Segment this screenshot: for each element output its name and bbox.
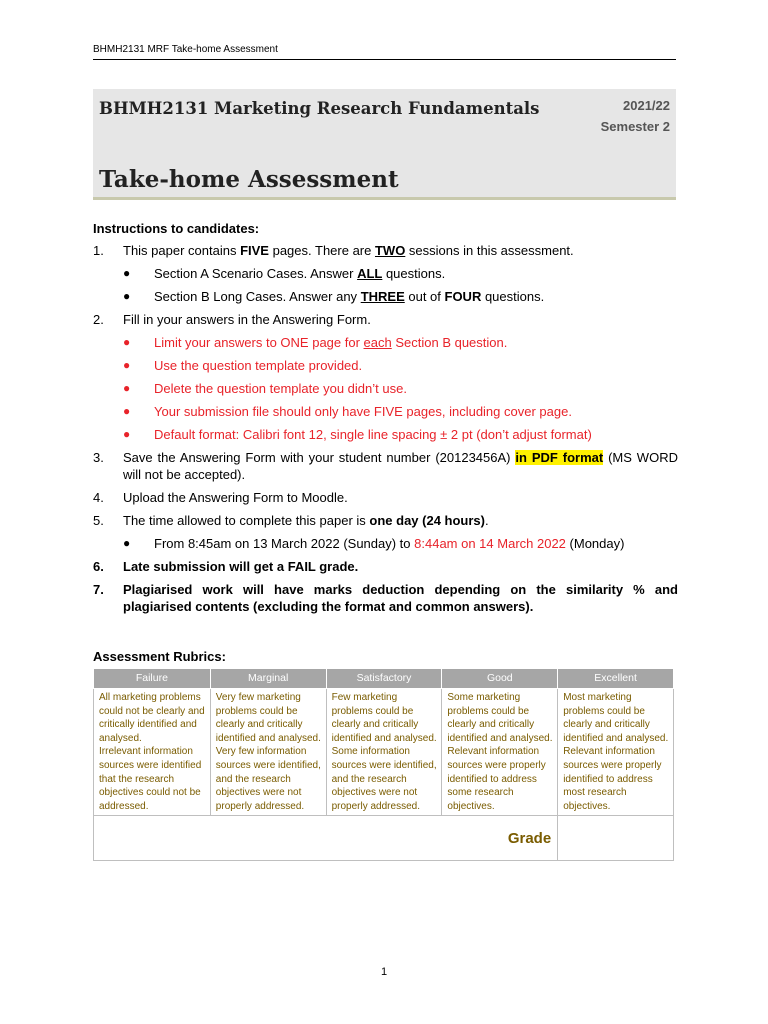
item-text: Your submission file should only have FIVE pages, including cover page. [154, 404, 572, 419]
instruction-item-5 [93, 512, 678, 529]
page-number: 1 [380, 966, 388, 978]
item-number: 4. [93, 490, 104, 505]
instruction-subitem [93, 288, 678, 305]
deadline-text: 8:44am on 14 March 2022 [414, 536, 566, 551]
bullet-icon: ● [123, 266, 131, 280]
academic-year: 2021/22 [623, 98, 670, 113]
rubric-header-cell: Excellent [558, 669, 674, 689]
rubric-text: Few marketing problems could be clearly and critically identified and analysed. [331, 692, 437, 744]
item-text: Save the Answering Form with your student number (20123456A) [123, 450, 516, 465]
item-emphasis: ALL [357, 266, 383, 281]
item-number: 7. [93, 582, 104, 597]
item-number: 5. [93, 513, 104, 528]
item-number: 3. [93, 450, 104, 465]
rubric-text: Most marketing problems could be clearly and critically identified and analysed. [563, 692, 669, 744]
item-text: Late submission will get a FAIL grade. [123, 559, 359, 574]
item-text: Fill in your answers in the Answering Form. [123, 312, 371, 327]
item-text: (Monday) [565, 536, 625, 551]
rubric-text: All marketing problems could not be clearly and critically identified and analysed. [99, 692, 205, 744]
semester: Semester 2 [600, 119, 670, 134]
rubric-header-row [94, 669, 674, 689]
item-emphasis: one day (24 hours) [369, 513, 485, 528]
rubric-grade-row [94, 816, 674, 861]
item-text: Plagiarised work will have marks deduction depending on the similarity % and plagiarised contents (excluding the format and common answers). [123, 582, 678, 614]
document-title: Take-home Assessment [99, 166, 399, 193]
instruction-item-1 [93, 242, 678, 259]
bullet-icon: ● [123, 289, 131, 303]
item-text: Upload the Answering Form to Moodle. [123, 490, 348, 505]
instruction-subitem [93, 426, 678, 443]
item-text: questions. [481, 289, 545, 304]
item-number: 1. [93, 243, 104, 258]
item-emphasis: TWO [374, 243, 406, 258]
bullet-icon: ● [123, 536, 131, 550]
item-text: Section A Scenario Cases. Answer [154, 266, 358, 281]
item-text: out of [404, 289, 445, 304]
rubric-criteria-row [94, 689, 674, 816]
grade-value-cell[interactable] [558, 816, 674, 861]
item-emphasis: FOUR [444, 289, 482, 304]
rubric-header-cell: Satisfactory [326, 669, 442, 689]
item-emphasis: each [363, 335, 392, 350]
item-text: sessions in this assessment. [405, 243, 574, 258]
rubric-text: Relevant information sources were properly identified to address most research objectives. [563, 746, 662, 812]
rubric-cell [210, 689, 326, 816]
instructions [93, 220, 678, 621]
item-text: questions. [382, 266, 446, 281]
rubric-table [93, 668, 674, 861]
item-emphasis: FIVE [240, 243, 269, 258]
instructions-heading: Instructions to candidates: [93, 221, 260, 236]
item-text: This paper contains [123, 243, 241, 258]
rubric-cell [94, 689, 211, 816]
instruction-subitem [93, 357, 678, 374]
item-text: From 8:45am on 13 March 2022 (Sunday) to [154, 536, 415, 551]
rubric-text: Very few information sources were identified, and the research objectives were not properly addressed. [215, 746, 321, 812]
instruction-item-4 [93, 489, 678, 506]
rubric-cell [442, 689, 558, 816]
rubric-header-cell: Marginal [210, 669, 326, 689]
title-block [93, 89, 676, 200]
item-text: Section B Long Cases. Answer any [154, 289, 361, 304]
instruction-item-7 [93, 581, 678, 615]
item-text: The time allowed to complete this paper is [123, 513, 370, 528]
highlighted-text: in PDF format [515, 450, 604, 465]
item-text: Limit your answers to ONE page for [154, 335, 364, 350]
rubric-header-cell: Failure [94, 669, 211, 689]
rubric-header-cell: Good [442, 669, 558, 689]
rubric-text: Relevant information sources were properly identified to address some research objectives. [447, 746, 546, 812]
rubric-text: Irrelevant information sources were identified that the research objectives could not be addressed. [99, 746, 202, 812]
rubric-text: Some marketing problems could be clearly and critically identified and analysed. [447, 692, 553, 744]
instruction-subitem [93, 535, 678, 552]
item-text: . [484, 513, 489, 528]
instruction-item-2 [93, 311, 678, 328]
item-text: (MS WORD will not be accepted). [123, 450, 678, 482]
rubric-title: Assessment Rubrics: [93, 649, 226, 664]
rubric-text: Very few marketing problems could be clearly and critically identified and analysed. [215, 692, 321, 744]
course-title: BHMH2131 Marketing Research Fundamentals [99, 99, 540, 118]
bullet-icon: ● [123, 404, 131, 418]
instruction-subitem [93, 380, 678, 397]
item-number: 6. [93, 559, 104, 574]
rubric-cell [326, 689, 442, 816]
item-emphasis: THREE [360, 289, 405, 304]
instruction-subitem [93, 265, 678, 282]
instruction-item-6 [93, 558, 678, 575]
rubric-cell [558, 689, 674, 816]
bullet-icon: ● [123, 427, 131, 441]
grade-label: Grade [94, 816, 558, 861]
item-text: Section B question. [391, 335, 508, 350]
item-number: 2. [93, 312, 104, 327]
rubric-text: Some information sources were identified, and the research objectives were not properly addressed. [331, 746, 437, 812]
item-text: Default format: Calibri font 12, single line spacing ± 2 pt (don’t adjust format) [154, 427, 592, 442]
bullet-icon: ● [123, 381, 131, 395]
item-text: Use the question template provided. [154, 358, 363, 373]
instruction-subitem [93, 334, 678, 351]
instruction-item-3 [93, 449, 678, 483]
item-text: pages. There are [268, 243, 375, 258]
item-text: Delete the question template you didn’t use. [154, 381, 407, 396]
bullet-icon: ● [123, 358, 131, 372]
instruction-subitem [93, 403, 678, 420]
bullet-icon: ● [123, 335, 131, 349]
running-header: BHMH2131 MRF Take-home Assessment [93, 44, 676, 60]
